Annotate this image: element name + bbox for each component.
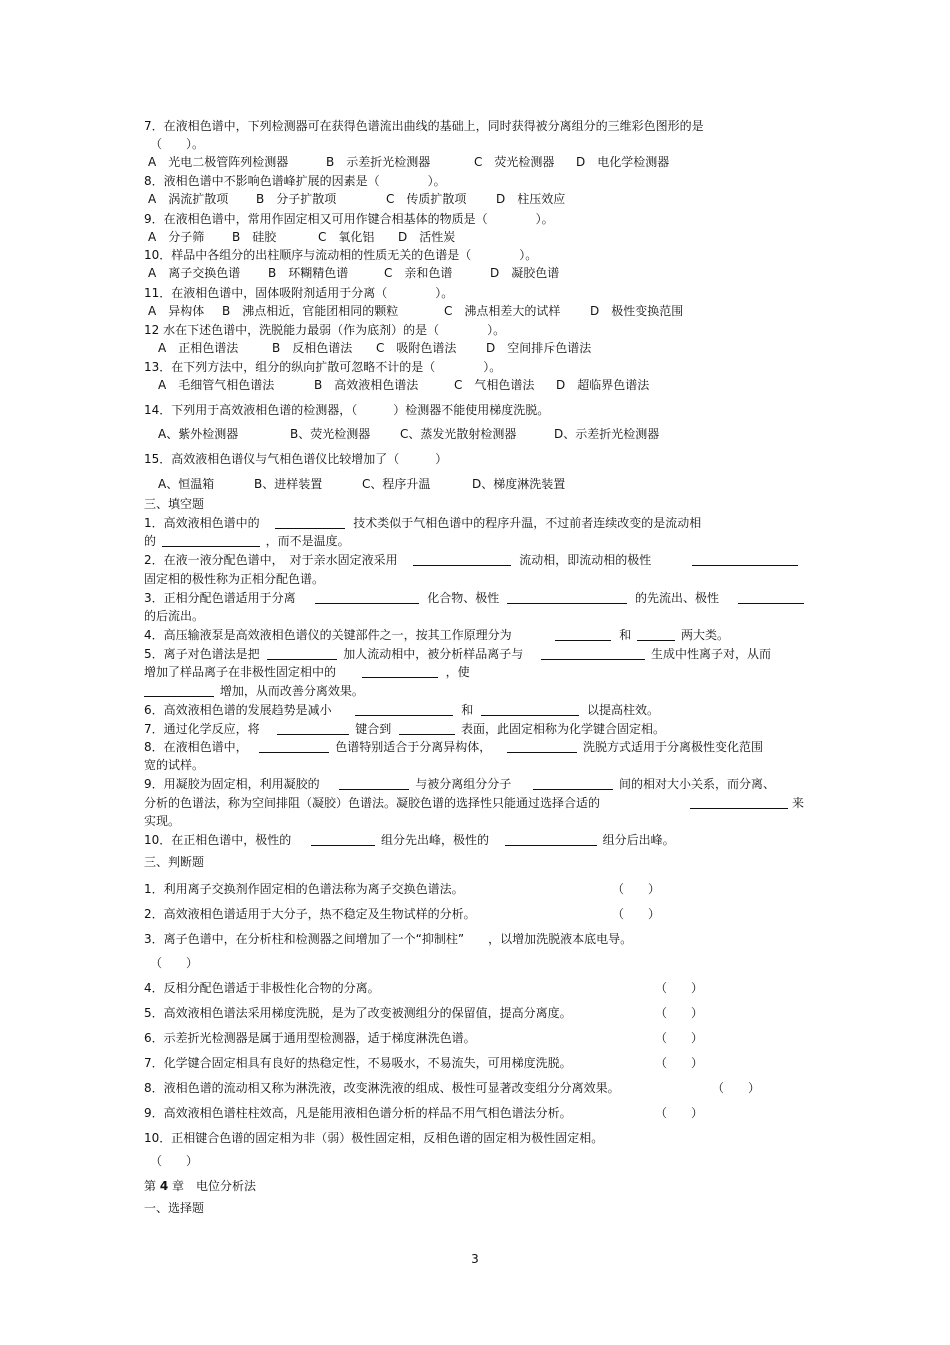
q7-text: 7．在液相色谱中，下列检测器可在获得色谱流出曲线的基础上，同时获得被分离组分的三维彩色图形的是 (144, 119, 704, 133)
option: C 氧化铝 (318, 230, 375, 244)
blank (315, 591, 419, 604)
answer-paren: （ ） (150, 956, 199, 970)
q15-options (158, 476, 565, 492)
fill-q9-tail: 来 (792, 796, 805, 810)
judge-item: 10．正相键合色谱的固定相为非（弱）极性固定相，反相色谱的固定相为极性固定相。 (144, 1131, 604, 1145)
fill-q8-cont: 宽的试样。 (144, 758, 205, 772)
fill-q3-cont: 的后流出。 (144, 609, 205, 623)
q11-text: 11．在液相色谱中，固体吸附剂适用于分离（ ）。 (144, 286, 454, 300)
option: B 硅胶 (232, 230, 277, 244)
q7-paren: （ ）。 (150, 137, 205, 151)
option: A 异构体 (148, 304, 205, 318)
q9-text: 9．在液相色谱中，常用作固定相又可用作键合相基体的物质是（ ）。 (144, 212, 554, 226)
option: A 分子筛 (148, 230, 205, 244)
fill-q9-cont: 分析的色谱法，称为空间排阻（凝胶）色谱法。凝胶色谱的选择性只能通过选择合适的 (144, 796, 601, 810)
q13-options (158, 377, 649, 393)
q11-options (148, 303, 683, 319)
fill-q1: 1．高效液相色谱中的 技术类似于气相色谱中的程序升温，不过前者连续改变的是流动相 (144, 516, 702, 530)
answer-paren: （ ） (150, 1154, 199, 1168)
blank (355, 703, 453, 716)
fill-q3: 3．正相分配色谱适用于分离 化合物、极性 的先流出、极性 (144, 591, 719, 605)
option: A、恒温箱 (158, 477, 215, 491)
option: B、进样装置 (254, 477, 323, 491)
q14-text: 14．下列用于高效液相色谱的检测器，（ ）检测器不能使用梯度洗脱。 (144, 403, 550, 417)
blank (399, 722, 455, 735)
answer-paren: （ ） (612, 907, 661, 921)
option: D 电化学检测器 (576, 155, 670, 169)
chapter-title: 第 4 章 电位分析法 (144, 1179, 257, 1193)
fill-q4: 4．高压输液泵是高效液相色谱仪的关键部件之一，按其工作原理分为 和 两大类。 (144, 628, 729, 642)
blank (144, 684, 214, 697)
blank (162, 534, 260, 547)
option: C、蒸发光散射检测器 (400, 427, 517, 441)
judge-item: 6．示差折光检测器是属于通用型检测器，适于梯度淋洗色谱。 (144, 1031, 476, 1045)
q10-text: 10．样品中各组分的出柱顺序与流动相的性质无关的色谱是（ ）。 (144, 248, 538, 262)
option: A 涡流扩散项 (148, 192, 229, 206)
blank (555, 628, 611, 641)
blank (507, 740, 577, 753)
blank (275, 516, 345, 529)
section-heading: 一、选择题 (144, 1201, 205, 1215)
option: B 分子扩散项 (256, 192, 337, 206)
q12-text: 12 水在下述色谱中，洗脱能力最弱（作为底剂）的是（ ）。 (144, 323, 506, 337)
q9-options (148, 229, 455, 245)
blank (339, 777, 409, 790)
answer-paren: （ ） (655, 1006, 704, 1020)
option: B 示差折光检测器 (326, 155, 431, 169)
blank (259, 740, 329, 753)
judge-item: 3．离子色谱中，在分析柱和检测器之间增加了一个“抑制柱” ，以增加洗脱液本底电导。 (144, 932, 633, 946)
judge-item: 4．反相分配色谱适于非极性化合物的分离。 (144, 981, 380, 995)
q15-text: 15．高效液相色谱仪与气相色谱仪比较增加了（ ） (144, 452, 448, 466)
page-number: 3 (471, 1252, 479, 1266)
option: A、紫外检测器 (158, 427, 239, 441)
judge-item: 1．利用离子交换剂作固定相的色谱法称为离子交换色谱法。 (144, 882, 464, 896)
option: A 离子交换色谱 (148, 266, 241, 280)
option: C、程序升温 (362, 477, 431, 491)
fill-q5: 5．离子对色谱法是把 加人流动相中，被分析样品离子与 生成中性离子对，从而 (144, 647, 771, 661)
option: B、荧光检测器 (290, 427, 371, 441)
fill-q2: 2．在液一液分配色谱中， 对于亲水固定液采用 流动相，即流动相的极性 (144, 553, 652, 567)
answer-paren: （ ） (612, 882, 661, 896)
fill-heading: 三、填空题 (144, 497, 205, 511)
q12-options (158, 340, 591, 356)
judge-item: 5．高效液相色谱法采用梯度洗脱，是为了改变被测组分的保留值，提高分离度。 (144, 1006, 572, 1020)
option: B 环糊精色谱 (268, 266, 349, 280)
answer-paren: （ ） (712, 1081, 761, 1095)
blank (362, 665, 438, 678)
option: D 活性炭 (398, 230, 456, 244)
fill-q6: 6．高效液相色谱的发展趋势是减小 和 以提高柱效。 (144, 703, 659, 717)
judge-item: 8．液相色谱的流动相又称为淋洗液，改变淋洗液的组成、极性可显著改变组分分离效果。 (144, 1081, 620, 1095)
blank (690, 796, 788, 809)
answer-paren: （ ） (655, 1056, 704, 1070)
option: D 超临界色谱法 (556, 378, 650, 392)
q8-options (148, 191, 565, 207)
blank (738, 591, 804, 604)
fill-q1-cont: 的 ，而不是温度。 (144, 534, 350, 548)
blank (505, 833, 597, 846)
option: D 柱压效应 (496, 192, 566, 206)
option: A 毛细管气相色谱法 (158, 378, 275, 392)
blank (533, 777, 613, 790)
blank (311, 833, 375, 846)
blank (481, 703, 579, 716)
judge-heading: 三、判断题 (144, 855, 205, 869)
answer-paren: （ ） (655, 981, 704, 995)
answer-paren: （ ） (655, 1031, 704, 1045)
blank (277, 722, 349, 735)
option: B 沸点相近，官能团相同的颗粒 (222, 304, 399, 318)
blank (541, 647, 645, 660)
option: B 高效液相色谱法 (314, 378, 419, 392)
fill-q9: 9．用凝胶为固定相，利用凝胶的 与被分离组分分子 间的相对大小关系，而分离、 (144, 777, 775, 791)
option: D 凝胶色谱 (490, 266, 560, 280)
judge-item: 2．高效液相色谱适用于大分子，热不稳定及生物试样的分析。 (144, 907, 476, 921)
option: B 反相色谱法 (272, 341, 353, 355)
fill-q5-cont2: 增加，从而改善分离效果。 (144, 683, 364, 699)
option: A 光电二极管阵列检测器 (148, 155, 289, 169)
option: D、梯度淋洗装置 (472, 477, 566, 491)
fill-q9-cont2: 实现。 (144, 814, 181, 828)
blank (637, 628, 675, 641)
blank (507, 591, 627, 604)
answer-paren: （ ） (655, 1106, 704, 1120)
q8-text: 8．液相色谱中不影响色谱峰扩展的因素是（ ）。 (144, 174, 446, 188)
fill-q5-cont: 增加了样品离子在非极性固定相中的 ，使 (144, 665, 470, 679)
q14-options (158, 426, 659, 442)
option: D 空间排斥色谱法 (486, 341, 592, 355)
option: A 正相色谱法 (158, 341, 239, 355)
judge-item: 7．化学键合固定相具有良好的热稳定性，不易吸水，不易流失，可用梯度洗脱。 (144, 1056, 572, 1070)
blank (692, 553, 798, 566)
option: C 气相色谱法 (454, 378, 535, 392)
fill-q10: 10．在正相色谱中，极性的 组分先出峰，极性的 组分后出峰。 (144, 833, 675, 847)
fill-q7: 7．通过化学反应，将 键合到 表面，此固定相称为化学键合固定相。 (144, 722, 665, 736)
fill-q8: 8．在液相色谱中， 色谱特别适合于分离异构体， 洗脱方式适用于分离极性变化范围 (144, 740, 763, 754)
q10-options (148, 265, 559, 281)
fill-q2-cont: 固定相的极性称为正相分配色谱。 (144, 572, 325, 586)
option: C 荧光检测器 (474, 155, 555, 169)
option: C 亲和色谱 (384, 266, 453, 280)
option: C 传质扩散项 (386, 192, 467, 206)
q13-text: 13．在下列方法中，组分的纵向扩散可忽略不计的是（ ）。 (144, 360, 502, 374)
judge-item: 9．高效液相色谱柱柱效高，凡是能用液相色谱分析的样品不用气相色谱法分析。 (144, 1106, 572, 1120)
blank (267, 647, 337, 660)
option: C 吸附色谱法 (376, 341, 457, 355)
option: D、示差折光检测器 (554, 427, 660, 441)
blank (413, 553, 511, 566)
q7-options (148, 154, 669, 170)
option: D 极性变换范围 (590, 304, 684, 318)
option: C 沸点相差大的试样 (444, 304, 561, 318)
